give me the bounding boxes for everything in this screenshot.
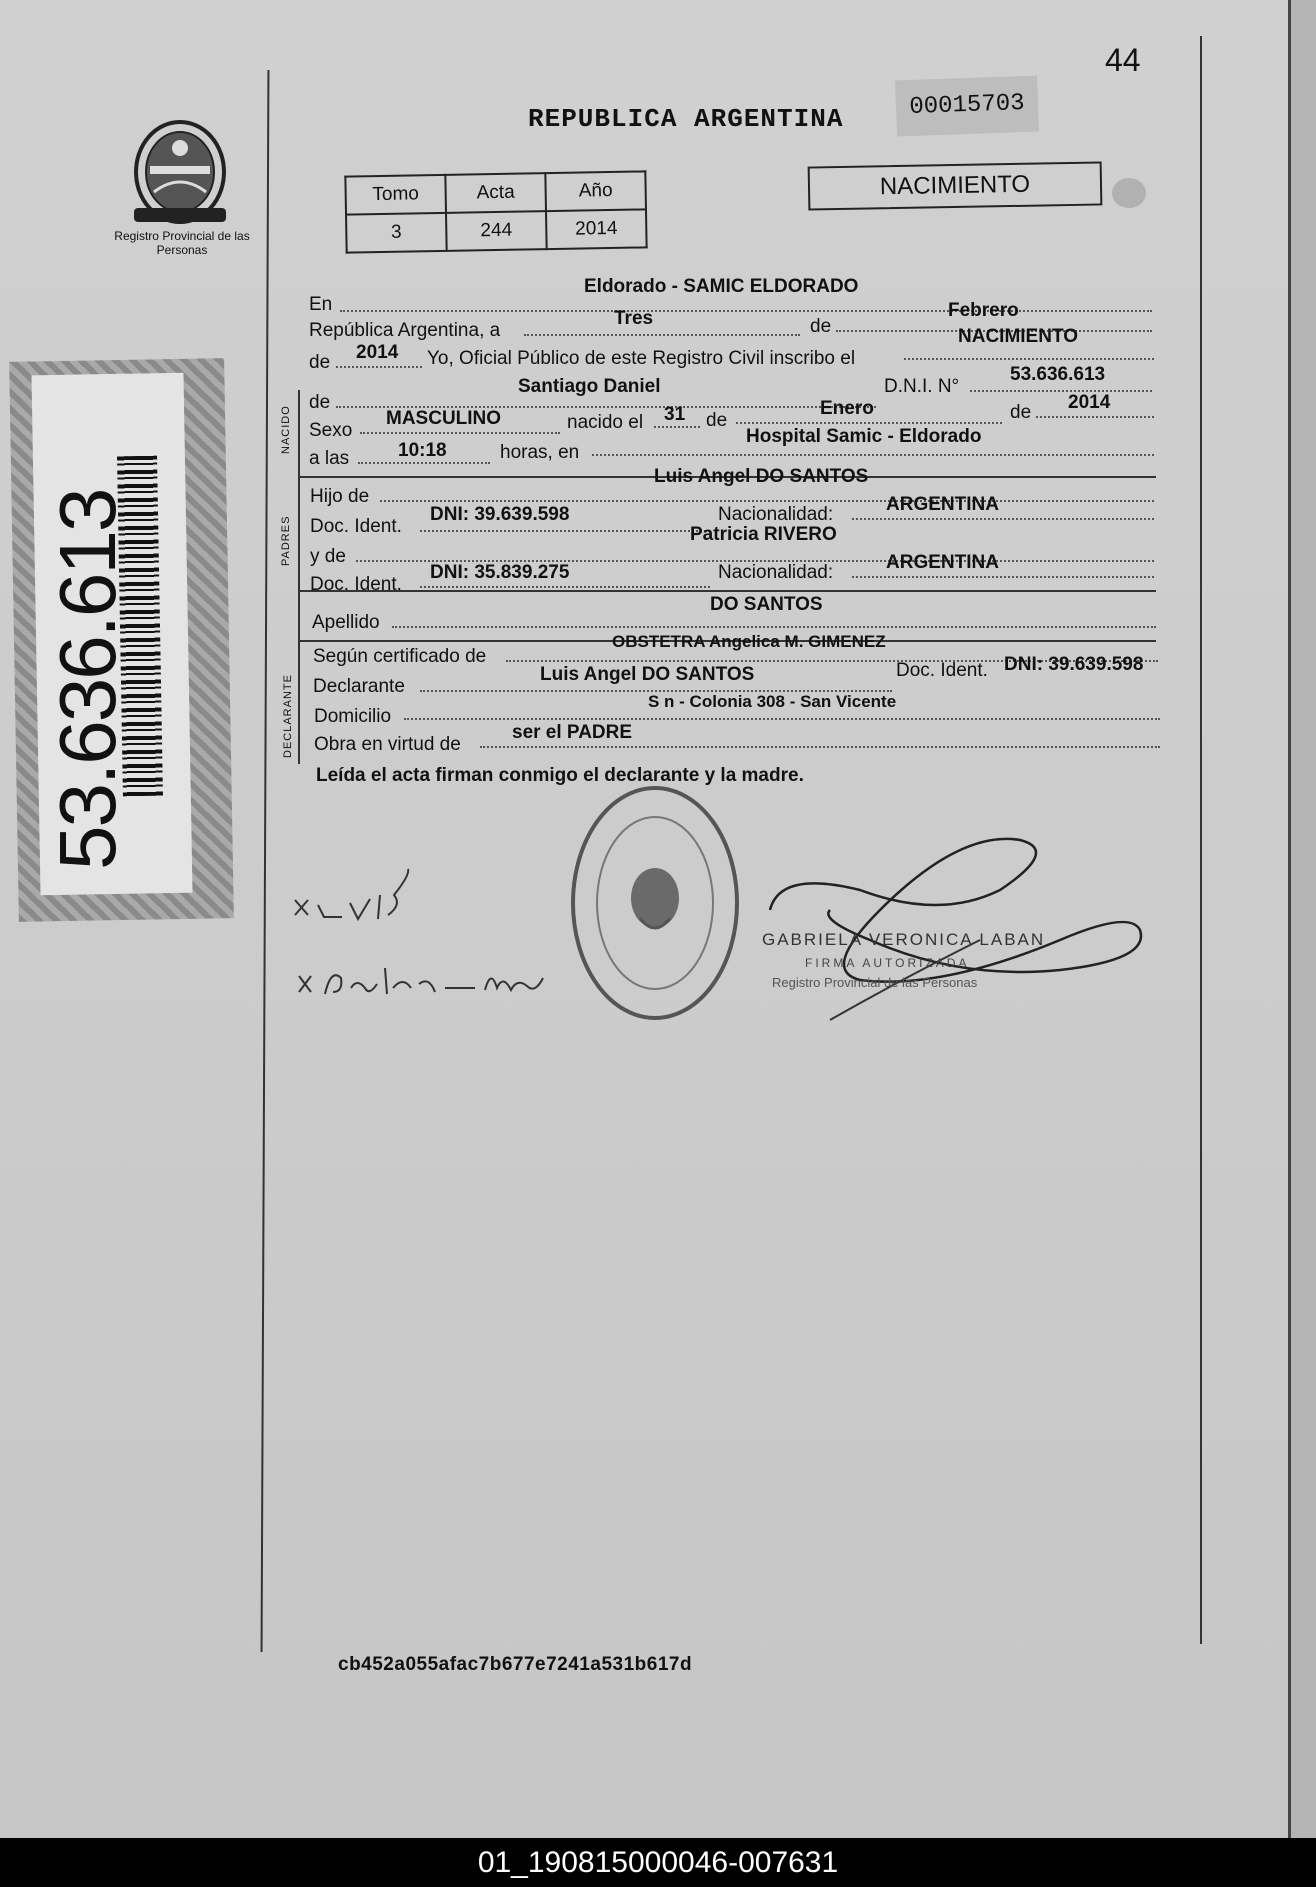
value-domicilio: S n - Colonia 308 - San Vicente (648, 692, 897, 711)
label-hijo: Hijo de (310, 486, 370, 507)
label-de: de (1010, 402, 1032, 423)
official-office: Registro Provincial de las Personas (772, 975, 978, 990)
value-nac-anio: 2014 (1068, 392, 1111, 413)
dotted-line (360, 432, 560, 434)
dotted-line (392, 626, 1156, 628)
dotted-line (420, 530, 710, 532)
dotted-line (480, 746, 1160, 748)
dotted-line (852, 576, 1154, 578)
value-tipo: NACIMIENTO (958, 326, 1078, 347)
footer-id-bar (0, 1838, 1316, 1887)
value-nac-padre: ARGENTINA (886, 494, 999, 515)
label-obra: Obra en virtud de (314, 734, 461, 755)
dotted-line (654, 426, 700, 428)
value-hora: 10:18 (398, 440, 447, 461)
label-domicilio: Domicilio (314, 706, 392, 727)
label-en: En (309, 294, 333, 315)
registry-seal-icon (560, 778, 750, 1028)
mother-signature (295, 948, 555, 1008)
value-sexo: MASCULINO (386, 408, 502, 429)
label-y-de: y de (310, 546, 346, 567)
dotted-line (404, 718, 1160, 720)
declarant-signature (290, 865, 420, 925)
label-alas: a las (309, 448, 350, 469)
table-value-tomo: 3 (346, 213, 447, 253)
dotted-line (340, 310, 1152, 312)
dotted-line (736, 422, 1002, 424)
label-declarante: Declarante (313, 676, 405, 697)
value-certificado: OBSTETRA Angelica M. GIMENEZ (612, 632, 886, 651)
table-header-tomo: Tomo (345, 175, 446, 215)
side-label-padres: PADRES (280, 515, 292, 566)
value-apellido: DO SANTOS (710, 594, 823, 615)
table-header-anio: Año (545, 171, 646, 211)
strip-dni-number: 53.636.613 (43, 489, 132, 870)
dotted-line (380, 500, 1154, 502)
value-madre: Patricia RIVERO (690, 524, 837, 545)
side-label-nacido: NACIDO (280, 405, 292, 454)
value-nombre: Santiago Daniel (518, 376, 661, 397)
label-doc-ident: Doc. Ident. (896, 660, 988, 681)
label-de: de (309, 352, 331, 373)
table-value-acta: 244 (446, 211, 547, 251)
value-dia: Tres (614, 308, 654, 329)
label-dni: D.N.I. N° (884, 376, 960, 397)
document-hash: cb452a055afac7b677e7241a531b617d (338, 1654, 693, 1675)
value-padre: Luis Angel DO SANTOS (654, 466, 869, 487)
closing-statement: Leída el acta firman conmigo el declarante y la madre. (316, 765, 804, 786)
label-de: de (309, 392, 331, 413)
table-value-anio: 2014 (546, 209, 647, 249)
serial-number: 00015703 (895, 76, 1039, 137)
label-nacionalidad: Nacionalidad: (718, 562, 834, 583)
dotted-line (852, 518, 1154, 520)
dotted-line (420, 586, 710, 588)
value-nac-dia: 31 (664, 404, 686, 425)
label-republica: República Argentina, a (309, 320, 501, 341)
value-doc-declarante: DNI: 39.639.598 (1004, 654, 1144, 675)
label-nacido: nacido el (567, 412, 644, 433)
page-number: 44 (1105, 42, 1141, 78)
document-title: REPUBLICA ARGENTINA (528, 104, 844, 134)
value-declarante: Luis Angel DO SANTOS (540, 664, 755, 685)
value-obra: ser el PADRE (512, 722, 633, 743)
label-de: de (706, 410, 728, 431)
dotted-line (970, 390, 1152, 392)
table-header-acta: Acta (445, 173, 546, 213)
label-horas: horas, en (500, 442, 580, 463)
official-title: FIRMA AUTORIZADA (805, 956, 970, 970)
official-name: GABRIELA VERONICA LABAN (762, 930, 1046, 949)
dotted-line (524, 334, 800, 336)
value-dni: 53.636.613 (1010, 364, 1106, 385)
label-doc-ident: Doc. Ident. (310, 574, 402, 595)
label-oficial: Yo, Oficial Público de este Registro Civil inscribo el (427, 348, 856, 369)
value-mes: Febrero (948, 300, 1019, 321)
value-anio: 2014 (356, 342, 399, 363)
value-doc-madre: DNI: 35.839.275 (430, 562, 570, 583)
registry-name: Registro Provincial de las Personas (114, 229, 250, 257)
label-doc-ident: Doc. Ident. (310, 516, 402, 537)
side-label-declarante: DECLARANTE (282, 674, 294, 758)
dotted-line (358, 462, 490, 464)
value-en: Eldorado - SAMIC ELDORADO (584, 276, 859, 297)
footer-id: 01_190815000046-007631 (477, 1846, 839, 1879)
label-de: de (810, 316, 832, 337)
dotted-line (336, 366, 422, 368)
value-nac-madre: ARGENTINA (886, 552, 999, 573)
dotted-line (1036, 416, 1154, 418)
section-divider (300, 590, 1156, 592)
dotted-line (592, 454, 1154, 456)
act-type-box: NACIMIENTO (808, 161, 1103, 210)
value-nac-mes: Enero (820, 398, 874, 419)
value-doc-padre: DNI: 39.639.598 (430, 504, 570, 525)
label-segun-certificado: Según certificado de (313, 646, 487, 667)
label-nacionalidad: Nacionalidad: (718, 504, 834, 525)
value-lugar: Hospital Samic - Eldorado (746, 426, 982, 447)
label-sexo: Sexo (309, 420, 353, 441)
dotted-line (904, 358, 1154, 360)
label-apellido: Apellido (312, 612, 380, 633)
